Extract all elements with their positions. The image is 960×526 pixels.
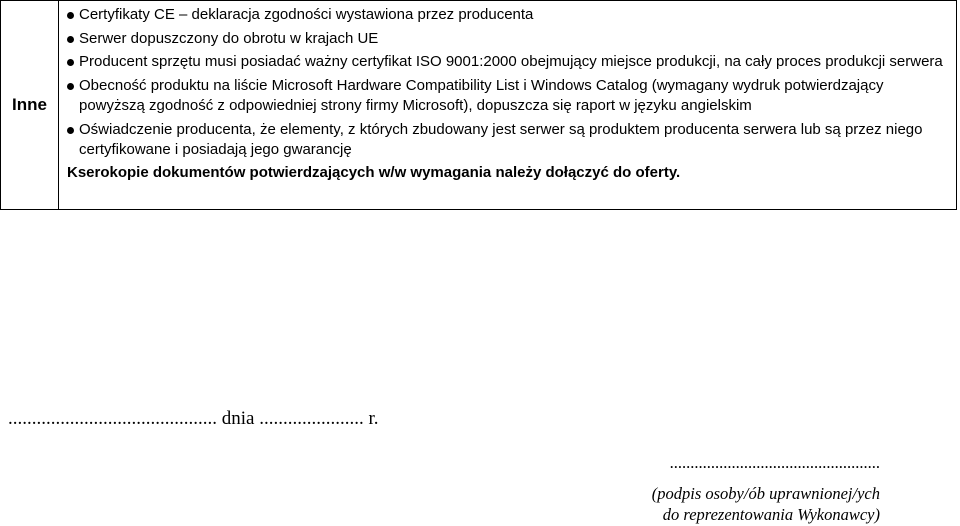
date-line: ............................................ dnia ...................... r.	[8, 408, 379, 429]
bullet-dot-icon	[67, 127, 74, 134]
bullet-dot-icon	[67, 36, 74, 43]
attachment-note: Kserokopie dokumentów potwierdzających w/w wymagania należy dołączyć do oferty.	[67, 163, 681, 181]
list-item-text: Oświadczenie producenta, że elementy, z których zbudowany jest serwer są produktem producenta serwera lub są przez niego certyfikowane i posiadają jego gwarancję	[79, 120, 923, 158]
bullet-dot-icon	[67, 83, 74, 90]
signature-caption-line-2: do reprezentowania Wykonawcy)	[662, 505, 880, 524]
table-row	[1, 1, 957, 210]
requirements-list	[67, 5, 948, 161]
list-item	[67, 5, 948, 26]
list-item	[67, 52, 948, 73]
list-item-text: Certyfikaty CE – deklaracja zgodności wystawiona przez producenta	[79, 6, 534, 23]
list-item-text: Obecność produktu na liście Microsoft Hardware Compatibility List i Windows Catalog (wymagany wydruk potwierdzający powyższą zgodność z odpowiedniej strony firmy Microsoft), dopuszcza się raport w języku angielskim	[79, 76, 884, 114]
signature-dots: ...................................................	[669, 453, 880, 472]
bullet-dot-icon	[67, 59, 74, 66]
list-item	[67, 76, 948, 117]
row-label: Inne	[1, 1, 59, 210]
list-item	[67, 120, 948, 161]
bullet-dot-icon	[67, 12, 74, 19]
list-item-text: Producent sprzętu musi posiadać ważny certyfikat ISO 9001:2000 obejmujący miejsce produkcji, na cały proces produkcji serwera	[79, 53, 943, 70]
list-item-text: Serwer dopuszczony do obrotu w krajach UE	[79, 29, 379, 47]
list-item	[67, 29, 948, 50]
signature-block	[652, 452, 880, 525]
signature-caption-line-1: (podpis osoby/ób uprawnionej/ych	[651, 484, 880, 503]
requirements-table	[0, 0, 957, 210]
requirements-cell	[59, 1, 957, 210]
